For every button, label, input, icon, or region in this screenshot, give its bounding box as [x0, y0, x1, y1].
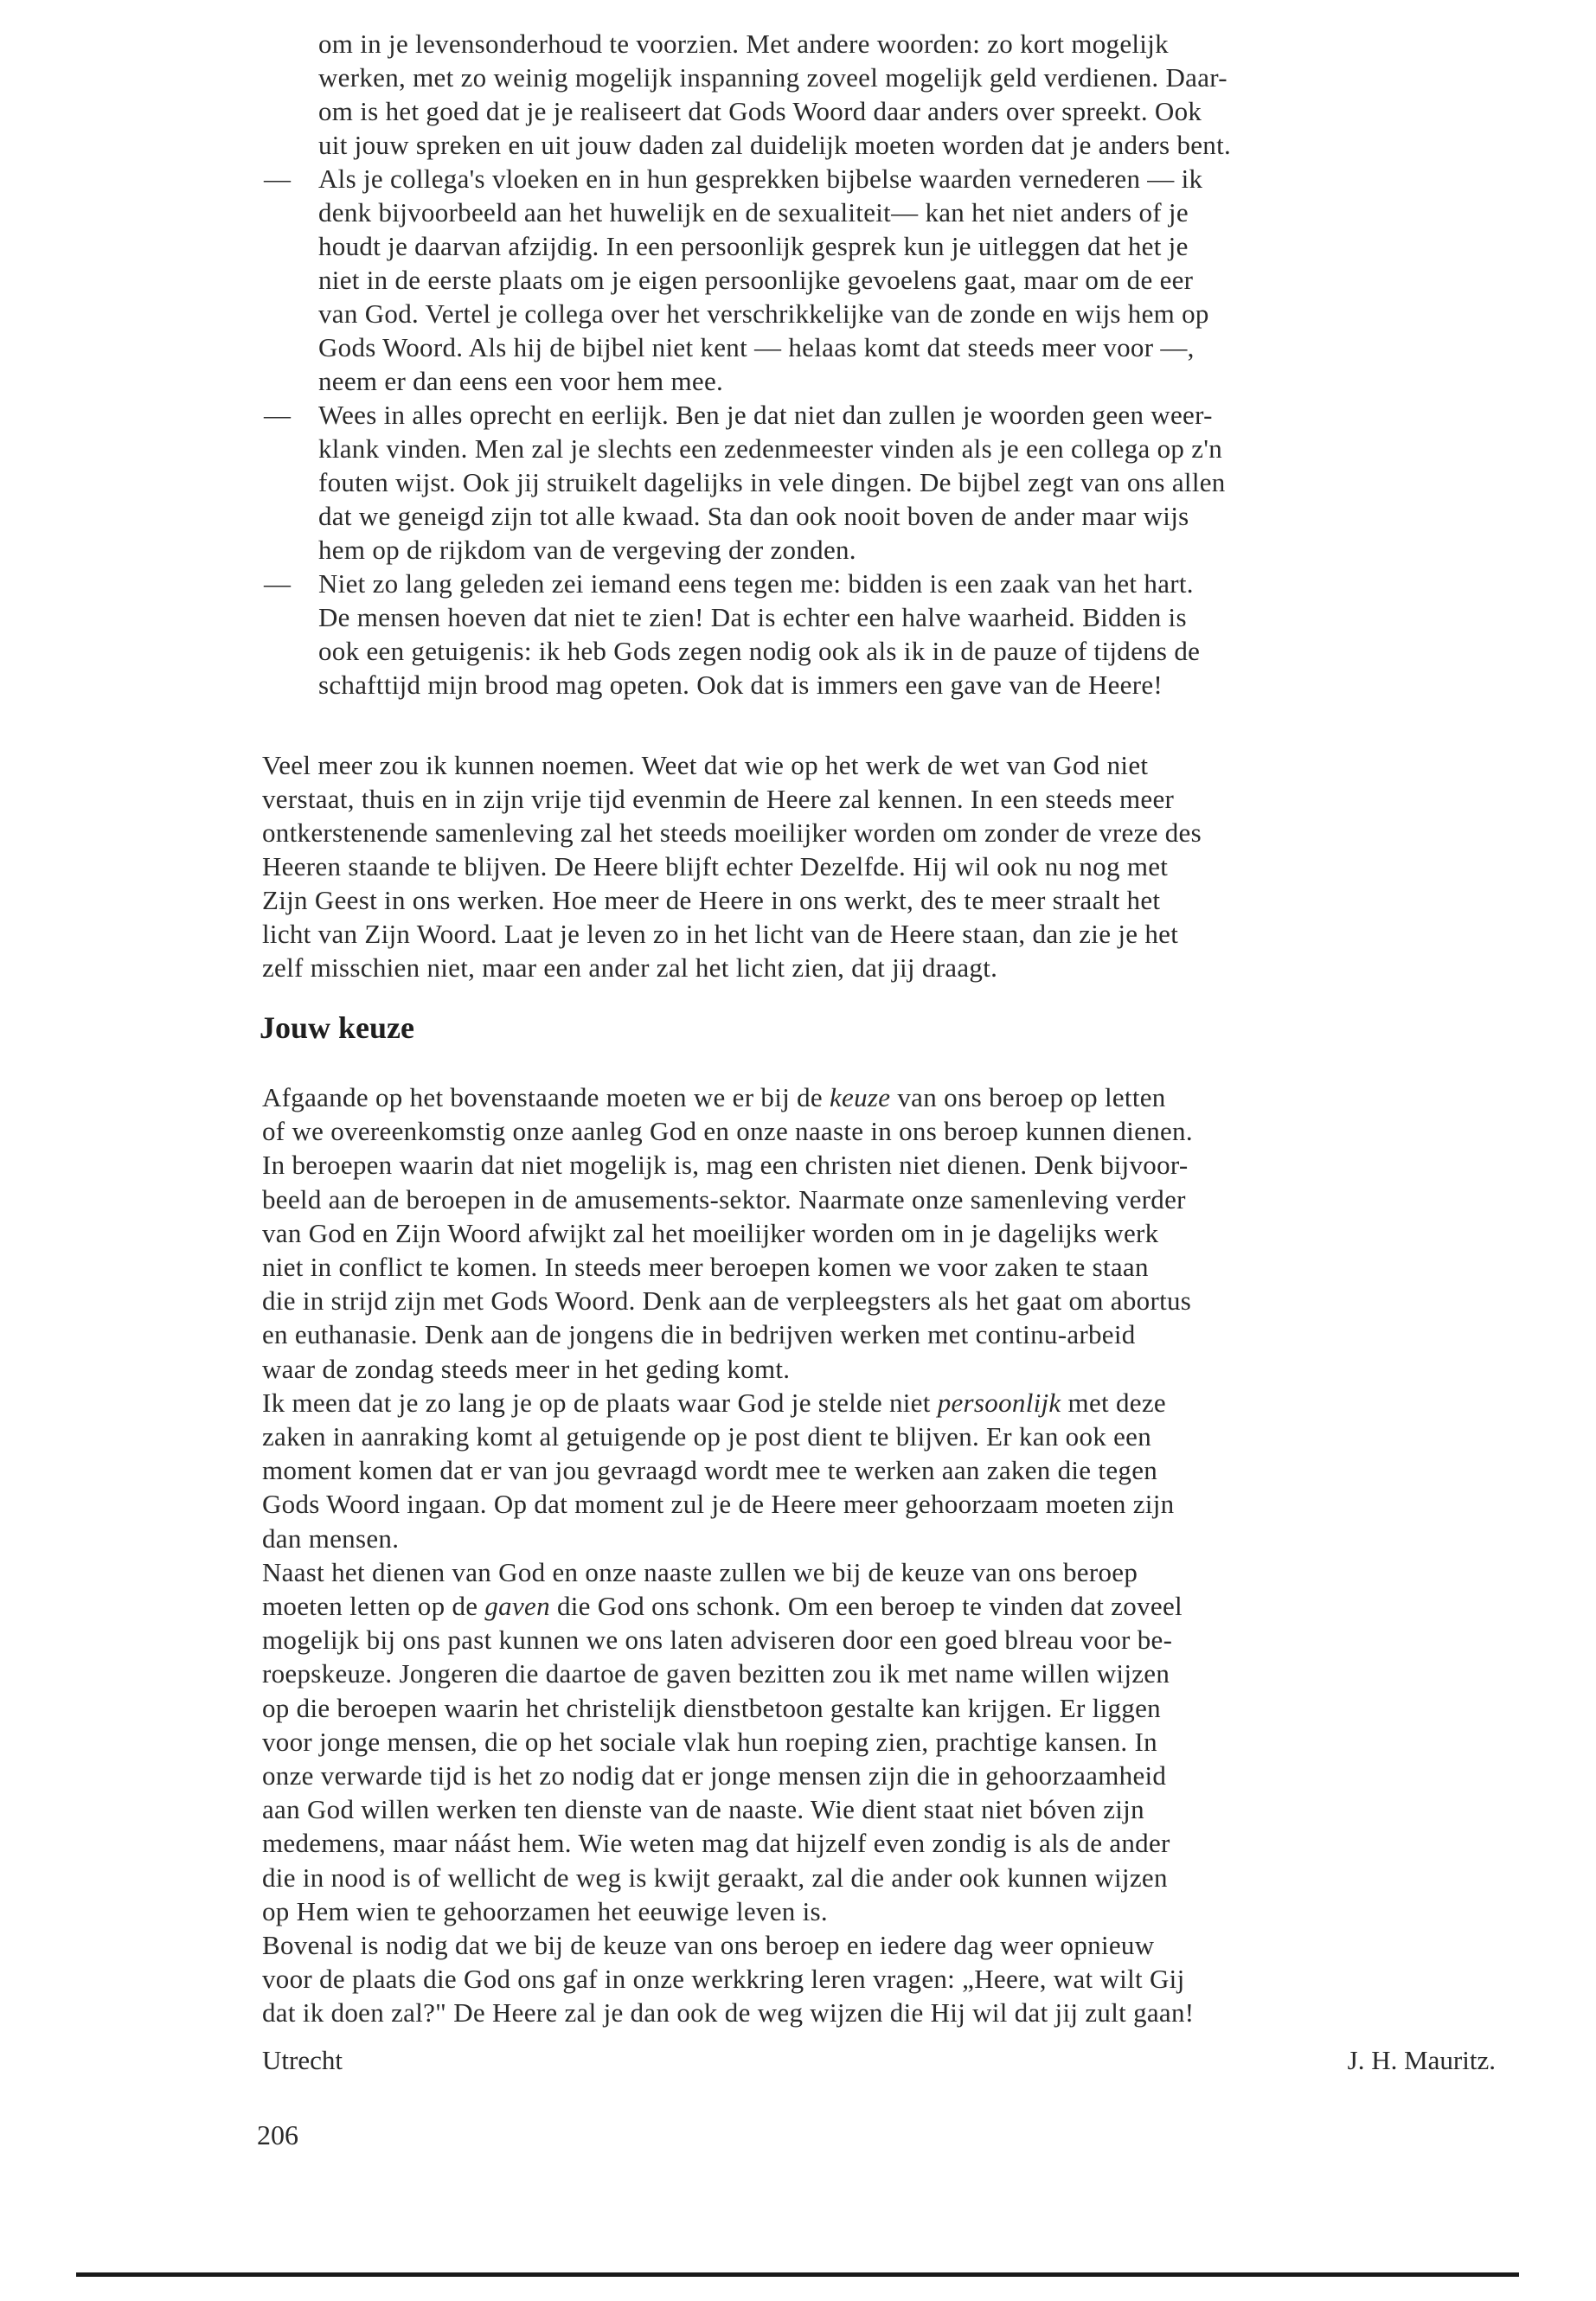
- text-line: [262, 1355, 790, 1384]
- text-segment: op die beroepen waarin het christelijk dienstbetoon gestalte kan krijgen. Er liggen: [262, 1693, 1161, 1723]
- text-segment: aan God willen werken ten dienste van de naaste. Wie dient staat niet bóven zijn: [262, 1794, 1144, 1824]
- text-segment: van God en Zijn Woord afwijkt zal het moeilijker worden om in je dagelijks werk: [262, 1218, 1159, 1248]
- text-segment: voor de plaats die God ons gaf in onze werkkring leren vragen: „Heere, wat wilt Gij: [262, 1964, 1185, 1994]
- text-segment: moment komen dat er van jou gevraagd wordt mee te werken aan zaken die tegen: [262, 1455, 1158, 1485]
- text-segment: van ons beroep op letten: [890, 1082, 1166, 1112]
- text-line: [262, 1659, 1170, 1689]
- text-line: [262, 1524, 399, 1554]
- text-segment: die in nood is of wellicht de weg is kwijt geraakt, zal die ander ook kunnen wijzen: [262, 1862, 1168, 1893]
- text-line: Gods Woord. Als hij de bijbel niet kent — helaas komt dat steeds meer voor —,: [318, 332, 1195, 362]
- text-segment: op Hem wien te gehoorzamen het eeuwige leven is.: [262, 1896, 828, 1926]
- text-line: [262, 1795, 1144, 1824]
- text-line: [262, 1592, 1183, 1621]
- text-line: [262, 1490, 1174, 1519]
- text-line: verstaat, thuis en in zijn vrije tijd evenmin de Heere zal kennen. In een steeds meer: [262, 784, 1175, 814]
- bullet-dash: —: [264, 568, 291, 599]
- text-line: [262, 1320, 1136, 1349]
- text-line: [262, 1456, 1157, 1485]
- text-line: schafttijd mijn brood mag opeten. Ook dat is immers een gave van de Heere!: [318, 670, 1163, 700]
- text-segment: met deze: [1061, 1388, 1166, 1418]
- text-segment: waar de zondag steeds meer in het geding komt.: [262, 1354, 791, 1384]
- text-line: [262, 1083, 1166, 1112]
- text-segment: die God ons schonk. Om een beroep te vinden dat zoveel: [549, 1591, 1183, 1621]
- text-line: [262, 1931, 1154, 1960]
- text-line: zelf misschien niet, maar een ander zal het licht zien, dat jij draagt.: [262, 952, 998, 983]
- text-segment: voor jonge mensen, die op het sociale vlak hun roeping zien, prachtige kansen. In: [262, 1727, 1157, 1757]
- bottom-rule: [76, 2272, 1519, 2277]
- emphasis-word: persoonlijk: [937, 1388, 1061, 1418]
- text-line: houdt je daarvan afzijdig. In een persoonlijk gesprek kun je uitleggen dat het je: [318, 231, 1189, 261]
- text-segment: dat ik doen zal?" De Heere zal je dan ook de weg wijzen die Hij wil dat jij zult gaan!: [262, 1997, 1195, 2028]
- text-segment: beeld aan de beroepen in de amusements-sektor. Naarmate onze samenleving verder: [262, 1184, 1186, 1215]
- text-line: fouten wijst. Ook jij struikelt dagelijks in vele dingen. De bijbel zegt van ons allen: [318, 467, 1226, 497]
- text-line: Als je collega's vloeken en in hun gesprekken bijbelse waarden vernederen — ik: [318, 163, 1203, 194]
- text-line: uit jouw spreken en uit jouw daden zal duidelijk moeten worden dat je anders bent.: [318, 130, 1232, 160]
- text-segment: dan mensen.: [262, 1523, 400, 1554]
- text-line: [262, 1863, 1168, 1893]
- text-line: Zijn Geest in ons werken. Hoe meer de Heere in ons werkt, des te meer straalt het: [262, 885, 1161, 915]
- text-line: [262, 1694, 1161, 1723]
- bullet-dash: —: [264, 163, 291, 194]
- text-line: Niet zo lang geleden zei iemand eens tegen me: bidden is een zaak van het hart.: [318, 568, 1194, 599]
- text-segment: Ik meen dat je zo lang je op de plaats waar God je stelde niet: [262, 1388, 938, 1418]
- text-line: [262, 1897, 828, 1926]
- signature-author: J. H. Mauritz.: [1347, 2045, 1496, 2075]
- text-segment: roepskeuze. Jongeren die daartoe de gaven bezitten zou ik met name willen wijzen: [262, 1658, 1170, 1689]
- section-heading: Jouw keuze: [260, 1010, 414, 1045]
- text-line: [262, 1150, 1189, 1180]
- text-segment: In beroepen waarin dat niet mogelijk is, mag een christen niet dienen. Denk bijvoor-: [262, 1150, 1189, 1180]
- text-line: om in je levensonderhoud te voorzien. Met andere woorden: zo kort mogelijk: [318, 29, 1169, 59]
- text-line: Veel meer zou ik kunnen noemen. Weet dat wie op het werk de wet van God niet: [262, 750, 1149, 780]
- text-segment: Gods Woord ingaan. Op dat moment zul je de Heere meer gehoorzaam moeten zijn: [262, 1489, 1175, 1519]
- text-line: van God. Vertel je collega over het verschrikkelijke van de zonde en wijs hem op: [318, 298, 1209, 329]
- text-segment: medemens, maar náást hem. Wie weten mag dat hijzelf even zondig is als de ander: [262, 1828, 1170, 1858]
- text-segment: Afgaande op het bovenstaande moeten we er bij de: [262, 1082, 830, 1112]
- text-line: [262, 1625, 1172, 1655]
- text-line: [262, 1998, 1194, 2028]
- text-segment: en euthanasie. Denk aan de jongens die in bedrijven werken met continu-arbeid: [262, 1319, 1136, 1349]
- text-segment: moeten letten op de: [262, 1591, 485, 1621]
- text-line: dat we geneigd zijn tot alle kwaad. Sta dan ook nooit boven de ander maar wijs: [318, 501, 1189, 531]
- text-line: [262, 1761, 1166, 1791]
- text-line: niet in de eerste plaats om je eigen persoonlijke gevoelens gaat, maar om de eer: [318, 265, 1194, 295]
- text-line: ontkerstenende samenleving zal het steeds moeilijker worden om zonder de vreze des: [262, 817, 1202, 848]
- text-segment: niet in conflict te komen. In steeds meer beroepen komen we voor zaken te staan: [262, 1252, 1149, 1282]
- text-line: werken, met zo weinig mogelijk inspanning zoveel mogelijk geld verdienen. Daar-: [318, 62, 1227, 93]
- text-line: [262, 1558, 1138, 1587]
- text-line: [262, 1388, 1166, 1418]
- text-line: licht van Zijn Woord. Laat je leven zo in het licht van de Heere staan, dan zie je het: [262, 919, 1179, 949]
- text-segment: onze verwarde tijd is het zo nodig dat er jonge mensen zijn die in gehoorzaamheid: [262, 1760, 1167, 1791]
- text-line: klank vinden. Men zal je slechts een zedenmeester vinden als je een collega op z'n: [318, 433, 1223, 464]
- text-line: om is het goed dat je je realiseert dat Gods Woord daar anders over spreekt. Ook: [318, 96, 1202, 126]
- text-segment: mogelijk bij ons past kunnen we ons laten adviseren door een goed blreau voor be-: [262, 1625, 1173, 1655]
- text-line: neem er dan eens een voor hem mee.: [318, 366, 724, 396]
- text-line: [262, 1253, 1149, 1282]
- text-segment: of we overeenkomstig onze aanleg God en onze naaste in ons beroep kunnen dienen.: [262, 1116, 1193, 1146]
- text-line: Wees in alles oprecht en eerlijk. Ben je dat niet dan zullen je woorden geen weer-: [318, 400, 1213, 430]
- emphasis-word: gaven: [484, 1591, 550, 1621]
- text-line: ook een getuigenis: ik heb Gods zegen nodig ook als ik in de pauze of tijdens de: [318, 636, 1201, 666]
- bullet-dash: —: [264, 400, 291, 430]
- text-segment: zaken in aanraking komt al getuigende op je post dient te blijven. Er kan ook een: [262, 1421, 1152, 1452]
- text-line: [262, 1286, 1191, 1316]
- page-number: 206: [257, 2119, 298, 2150]
- text-line: [262, 1117, 1193, 1146]
- text-segment: Bovenal is nodig dat we bij de keuze van ons beroep en iedere dag weer opnieuw: [262, 1930, 1155, 1960]
- text-line: [262, 1185, 1186, 1215]
- text-segment: die in strijd zijn met Gods Woord. Denk aan de verpleegsters als het gaat om abortus: [262, 1285, 1192, 1316]
- text-line: [262, 1829, 1170, 1858]
- text-line: Heeren staande te blijven. De Heere blijft echter Dezelfde. Hij wil ook nu nog met: [262, 851, 1169, 881]
- emphasis-word: keuze: [829, 1082, 891, 1112]
- text-segment: Naast het dienen van God en onze naaste zullen we bij de keuze van ons beroep: [262, 1557, 1138, 1587]
- text-line: [262, 1727, 1157, 1757]
- text-line: [262, 1219, 1158, 1248]
- signature-place: Utrecht: [262, 2045, 343, 2075]
- text-line: [262, 1422, 1151, 1452]
- text-line: [262, 1965, 1185, 1994]
- text-line: De mensen hoeven dat niet te zien! Dat is echter een halve waarheid. Bidden is: [318, 602, 1187, 632]
- text-line: denk bijvoorbeeld aan het huwelijk en de sexualiteit— kan het niet anders of je: [318, 197, 1189, 228]
- text-line: hem op de rijkdom van de vergeving der zonden.: [318, 535, 856, 565]
